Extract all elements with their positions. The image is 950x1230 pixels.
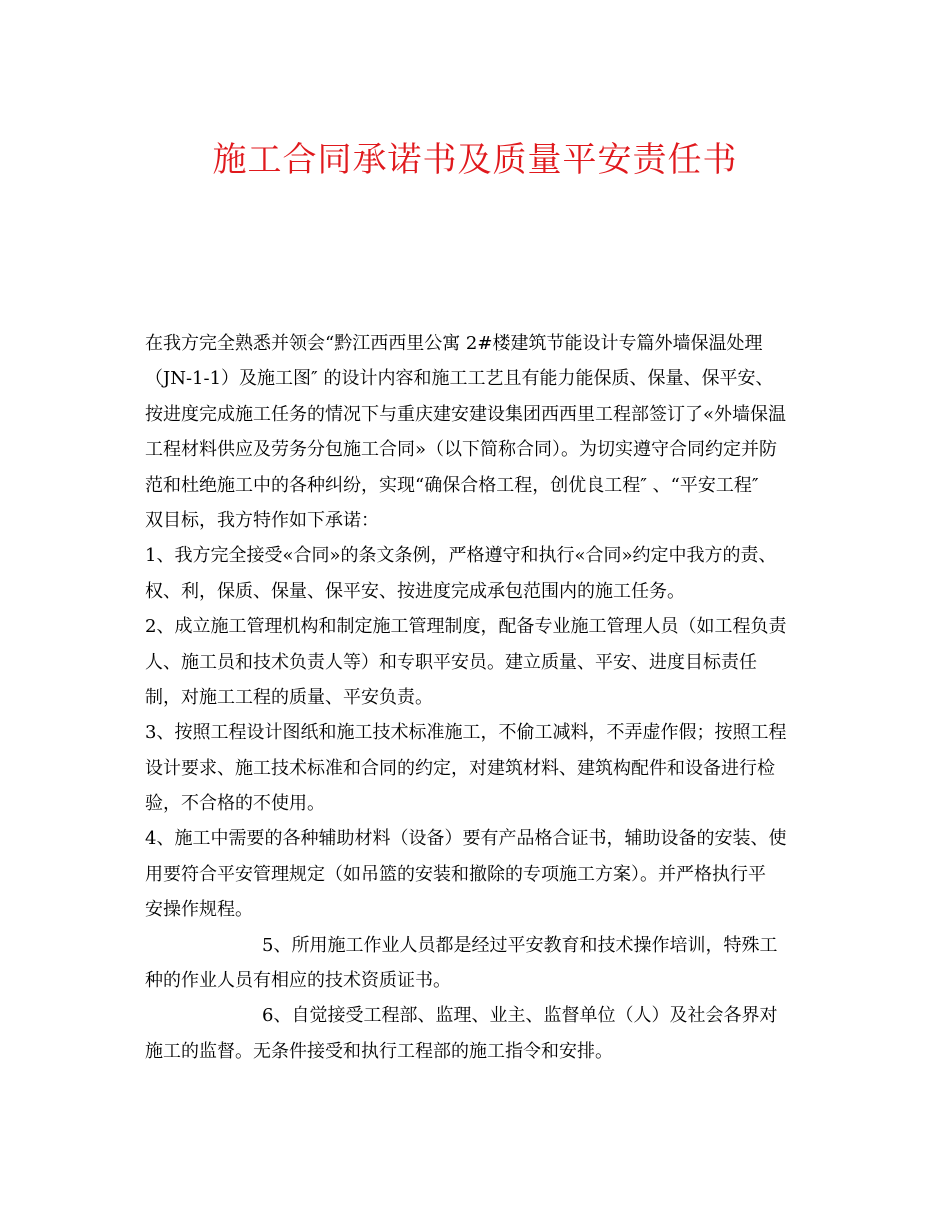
paragraph-line: 5、所用施工作业人员都是经过平安教育和技术操作培训，特殊工 bbox=[262, 934, 778, 956]
paragraph-line: 范和杜绝施工中的各种纠纷，实现“确保合格工程，创优良工程″ 、“平安工程″ bbox=[145, 474, 759, 496]
paragraph-line: 4、施工中需要的各种辅助材料（设备）要有产品格合证书，辅助设备的安装、使 bbox=[145, 828, 787, 850]
paragraph-line: 按进度完成施工任务的情况下与重庆建安建设集团西西里工程部签订了«外墙保温 bbox=[145, 403, 787, 425]
paragraph-line: 在我方完全熟悉并领会“黔江西西里公寓 2#楼建筑节能设计专篇外墙保温处理 bbox=[145, 333, 763, 354]
paragraph-line: 制，对施工工程的质量、平安负责。 bbox=[145, 686, 433, 708]
document-body bbox=[145, 326, 813, 1069]
paragraph-line: 6、自觉接受工程部、监理、业主、监督单位（人）及社会各界对 bbox=[262, 1005, 778, 1027]
paragraph-line: （JN-1-1）及施工图″ 的设计内容和施工工艺且有能力能保质、保量、保平安、 bbox=[145, 368, 774, 390]
paragraph-line: 验，不合格的不使用。 bbox=[145, 793, 325, 815]
paragraph-line: 双目标，我方特作如下承诺： bbox=[145, 509, 379, 531]
paragraph-line: 用要符合平安管理规定（如吊篮的安装和撤除的专项施工方案）。并严格执行平 bbox=[145, 863, 766, 885]
paragraph-line: 2、成立施工管理机构和制定施工管理制度，配备专业施工管理人员（如工程负责 bbox=[145, 616, 787, 638]
paragraph-line: 工程材料供应及劳务分包施工合同»（以下简称合同）。为切实遵守合同约定并防 bbox=[145, 439, 778, 461]
document-title: 施工合同承诺书及质量平安责任书 bbox=[212, 140, 738, 180]
paragraph-line: 安操作规程。 bbox=[145, 899, 253, 921]
paragraph-line: 种的作业人员有相应的技术资质证书。 bbox=[145, 970, 451, 992]
paragraph-line: 3、按照工程设计图纸和施工技术标准施工，不偷工减料，不弄虚作假；按照工程 bbox=[145, 722, 787, 744]
paragraph-line: 施工的监督。无条件接受和执行工程部的施工指令和安排。 bbox=[145, 1040, 613, 1062]
paragraph-line: 权、利，保质、保量、保平安、按进度完成承包范围内的施工任务。 bbox=[145, 580, 685, 602]
paragraph-line: 1、我方完全接受«合同»的条文条例，严格遵守和执行«合同»约定中我方的责、 bbox=[145, 545, 777, 567]
paragraph-line: 人、施工员和技术负责人等）和专职平安员。建立质量、平安、进度目标责任 bbox=[145, 651, 757, 673]
paragraph-line: 设计要求、施工技术标准和合同的约定，对建筑材料、建筑构配件和设备进行检 bbox=[145, 757, 775, 779]
